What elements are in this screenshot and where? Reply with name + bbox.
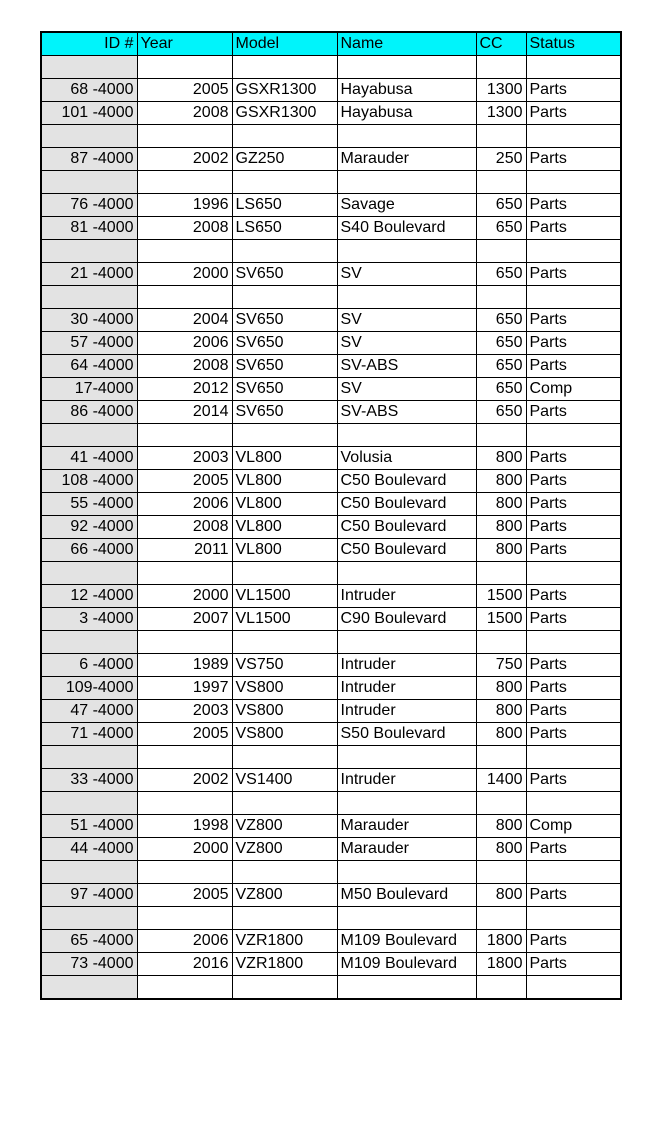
cell-year[interactable] — [137, 56, 232, 79]
cell-id[interactable] — [41, 125, 137, 148]
cell-cc[interactable]: 250 — [476, 148, 526, 171]
header-row — [41, 32, 621, 56]
cell-id[interactable] — [41, 286, 137, 309]
cell-cc[interactable] — [476, 240, 526, 263]
cell-year[interactable] — [137, 562, 232, 585]
cell-id[interactable]: 3 -4000 — [41, 608, 137, 631]
table-row — [41, 976, 621, 1000]
cell-name[interactable]: SV-ABS — [337, 401, 476, 424]
cell-status[interactable]: Parts — [526, 102, 621, 125]
cell-cc[interactable]: 800 — [476, 838, 526, 861]
cell-id[interactable]: 97 -4000 — [41, 884, 137, 907]
cell-name[interactable] — [337, 171, 476, 194]
cell-name[interactable]: Intruder — [337, 654, 476, 677]
cell-name[interactable] — [337, 792, 476, 815]
cell-id[interactable]: 12 -4000 — [41, 585, 137, 608]
cell-id[interactable]: 86 -4000 — [41, 401, 137, 424]
cell-name[interactable]: Marauder — [337, 838, 476, 861]
cell-name[interactable]: S50 Boulevard — [337, 723, 476, 746]
cell-year[interactable]: 2008 — [137, 516, 232, 539]
cell-year[interactable]: 2004 — [137, 309, 232, 332]
cell-name[interactable]: C50 Boulevard — [337, 470, 476, 493]
cell-cc[interactable]: 650 — [476, 263, 526, 286]
cell-year[interactable] — [137, 631, 232, 654]
cell-model[interactable]: SV650 — [232, 309, 337, 332]
table-row — [41, 907, 621, 930]
cell-year[interactable]: 2016 — [137, 953, 232, 976]
cell-id[interactable]: 68 -4000 — [41, 79, 137, 102]
cell-name[interactable]: Marauder — [337, 148, 476, 171]
table-row — [41, 263, 621, 286]
cell-name[interactable]: Volusia — [337, 447, 476, 470]
cell-status[interactable]: Parts — [526, 401, 621, 424]
cell-id[interactable]: 71 -4000 — [41, 723, 137, 746]
cell-name[interactable]: SV — [337, 309, 476, 332]
cell-name[interactable] — [337, 861, 476, 884]
cell-cc[interactable]: 800 — [476, 447, 526, 470]
cell-name[interactable]: M50 Boulevard — [337, 884, 476, 907]
cell-status[interactable]: Parts — [526, 217, 621, 240]
cell-name[interactable] — [337, 125, 476, 148]
cell-status[interactable] — [526, 56, 621, 79]
cell-name[interactable] — [337, 562, 476, 585]
cell-cc[interactable]: 800 — [476, 815, 526, 838]
cell-name[interactable]: SV — [337, 263, 476, 286]
cell-model[interactable]: VL800 — [232, 493, 337, 516]
cell-cc[interactable] — [476, 125, 526, 148]
table-row — [41, 723, 621, 746]
cell-year[interactable]: 1996 — [137, 194, 232, 217]
cell-cc[interactable]: 1800 — [476, 953, 526, 976]
cell-status[interactable]: Parts — [526, 447, 621, 470]
cell-name[interactable]: SV — [337, 378, 476, 401]
cell-id[interactable] — [41, 562, 137, 585]
cell-id[interactable]: 81 -4000 — [41, 217, 137, 240]
cell-year[interactable] — [137, 746, 232, 769]
cell-status[interactable]: Parts — [526, 585, 621, 608]
table-row — [41, 171, 621, 194]
cell-model[interactable] — [232, 56, 337, 79]
cell-year[interactable] — [137, 171, 232, 194]
cell-id[interactable]: 51 -4000 — [41, 815, 137, 838]
table-row — [41, 286, 621, 309]
cell-id[interactable]: 6 -4000 — [41, 654, 137, 677]
cell-year[interactable] — [137, 976, 232, 1000]
cell-status[interactable]: Comp — [526, 378, 621, 401]
cell-model[interactable] — [232, 746, 337, 769]
cell-cc[interactable]: 1800 — [476, 930, 526, 953]
cell-id[interactable]: 30 -4000 — [41, 309, 137, 332]
cell-id[interactable] — [41, 631, 137, 654]
cell-model[interactable]: SV650 — [232, 332, 337, 355]
cell-model[interactable]: VS800 — [232, 677, 337, 700]
cell-id[interactable]: 21 -4000 — [41, 263, 137, 286]
cell-name[interactable]: M109 Boulevard — [337, 930, 476, 953]
cell-status[interactable] — [526, 976, 621, 1000]
cell-year[interactable]: 2005 — [137, 884, 232, 907]
cell-model[interactable]: VZR1800 — [232, 930, 337, 953]
cell-model[interactable]: LS650 — [232, 194, 337, 217]
cell-cc[interactable]: 800 — [476, 539, 526, 562]
cell-cc[interactable] — [476, 746, 526, 769]
table-row — [41, 309, 621, 332]
cell-model[interactable] — [232, 424, 337, 447]
table-row — [41, 424, 621, 447]
table-row — [41, 148, 621, 171]
cell-model[interactable]: GSXR1300 — [232, 79, 337, 102]
table-row — [41, 838, 621, 861]
cell-cc[interactable]: 650 — [476, 332, 526, 355]
cell-name[interactable] — [337, 976, 476, 1000]
cell-id[interactable]: 73 -4000 — [41, 953, 137, 976]
cell-id[interactable]: 109-4000 — [41, 677, 137, 700]
cell-model[interactable]: VS800 — [232, 700, 337, 723]
cell-name[interactable] — [337, 286, 476, 309]
cell-id[interactable]: 92 -4000 — [41, 516, 137, 539]
cell-id[interactable] — [41, 746, 137, 769]
cell-status[interactable] — [526, 861, 621, 884]
table-row — [41, 631, 621, 654]
cell-cc[interactable] — [476, 907, 526, 930]
cell-year[interactable]: 2005 — [137, 79, 232, 102]
cell-year[interactable] — [137, 286, 232, 309]
cell-id[interactable]: 108 -4000 — [41, 470, 137, 493]
cell-year[interactable] — [137, 907, 232, 930]
cell-model[interactable]: VL800 — [232, 447, 337, 470]
table-row — [41, 539, 621, 562]
cell-cc[interactable]: 1300 — [476, 102, 526, 125]
cell-model[interactable]: VZ800 — [232, 838, 337, 861]
cell-id[interactable]: 64 -4000 — [41, 355, 137, 378]
cell-year[interactable] — [137, 240, 232, 263]
cell-status[interactable]: Parts — [526, 309, 621, 332]
table-row — [41, 79, 621, 102]
cell-status[interactable]: Parts — [526, 608, 621, 631]
cell-year[interactable]: 2000 — [137, 838, 232, 861]
cell-year[interactable]: 2000 — [137, 263, 232, 286]
cell-id[interactable]: 101 -4000 — [41, 102, 137, 125]
table-row — [41, 493, 621, 516]
table-row — [41, 470, 621, 493]
cell-cc[interactable]: 650 — [476, 194, 526, 217]
cell-cc[interactable] — [476, 424, 526, 447]
cell-model[interactable]: GZ250 — [232, 148, 337, 171]
table-row — [41, 102, 621, 125]
cell-cc[interactable]: 650 — [476, 217, 526, 240]
cell-cc[interactable] — [476, 861, 526, 884]
cell-id[interactable]: 47 -4000 — [41, 700, 137, 723]
cell-year[interactable]: 2008 — [137, 217, 232, 240]
cell-year[interactable] — [137, 424, 232, 447]
cell-model[interactable] — [232, 976, 337, 1000]
cell-id[interactable]: 44 -4000 — [41, 838, 137, 861]
cell-model[interactable] — [232, 792, 337, 815]
table-row — [41, 792, 621, 815]
table-body — [41, 56, 621, 1000]
cell-status[interactable]: Parts — [526, 700, 621, 723]
cell-status[interactable]: Parts — [526, 723, 621, 746]
cell-name[interactable]: Intruder — [337, 677, 476, 700]
cell-model[interactable]: VZ800 — [232, 815, 337, 838]
cell-year[interactable]: 2002 — [137, 148, 232, 171]
table-row — [41, 217, 621, 240]
cell-id[interactable] — [41, 56, 137, 79]
cell-id[interactable]: 66 -4000 — [41, 539, 137, 562]
cell-cc[interactable]: 650 — [476, 401, 526, 424]
table-row — [41, 240, 621, 263]
cell-status[interactable] — [526, 424, 621, 447]
cell-model[interactable]: GSXR1300 — [232, 102, 337, 125]
cell-status[interactable] — [526, 125, 621, 148]
cell-name[interactable] — [337, 240, 476, 263]
cell-year[interactable]: 2008 — [137, 355, 232, 378]
cell-id[interactable]: 41 -4000 — [41, 447, 137, 470]
cell-id[interactable] — [41, 424, 137, 447]
cell-name[interactable] — [337, 631, 476, 654]
cell-model[interactable] — [232, 171, 337, 194]
cell-name[interactable]: C90 Boulevard — [337, 608, 476, 631]
cell-model[interactable]: VL1500 — [232, 585, 337, 608]
cell-model[interactable] — [232, 631, 337, 654]
cell-cc[interactable] — [476, 792, 526, 815]
cell-cc[interactable]: 800 — [476, 884, 526, 907]
cell-year[interactable]: 2002 — [137, 769, 232, 792]
cell-model[interactable]: VS750 — [232, 654, 337, 677]
header-name: Name — [337, 32, 476, 56]
table-row — [41, 585, 621, 608]
cell-name[interactable]: Hayabusa — [337, 79, 476, 102]
cell-status[interactable]: Comp — [526, 815, 621, 838]
cell-name[interactable]: M109 Boulevard — [337, 953, 476, 976]
cell-status[interactable]: Parts — [526, 332, 621, 355]
cell-name[interactable]: C50 Boulevard — [337, 516, 476, 539]
cell-status[interactable]: Parts — [526, 677, 621, 700]
cell-name[interactable] — [337, 907, 476, 930]
cell-year[interactable]: 1998 — [137, 815, 232, 838]
cell-year[interactable]: 2006 — [137, 930, 232, 953]
cell-status[interactable] — [526, 562, 621, 585]
table-row — [41, 930, 621, 953]
cell-year[interactable]: 2003 — [137, 447, 232, 470]
cell-cc[interactable]: 800 — [476, 700, 526, 723]
cell-cc[interactable]: 1500 — [476, 608, 526, 631]
cell-status[interactable]: Parts — [526, 884, 621, 907]
table-row — [41, 401, 621, 424]
table-row — [41, 562, 621, 585]
cell-id[interactable] — [41, 171, 137, 194]
cell-year[interactable] — [137, 125, 232, 148]
cell-model[interactable]: VL800 — [232, 539, 337, 562]
table-row — [41, 516, 621, 539]
header-id: ID # — [41, 32, 137, 56]
cell-status[interactable]: Parts — [526, 79, 621, 102]
cell-status[interactable]: Parts — [526, 838, 621, 861]
cell-id[interactable]: 76 -4000 — [41, 194, 137, 217]
table-row — [41, 769, 621, 792]
cell-status[interactable] — [526, 240, 621, 263]
cell-cc[interactable]: 1300 — [476, 79, 526, 102]
cell-model[interactable]: VL1500 — [232, 608, 337, 631]
table-row — [41, 355, 621, 378]
cell-cc[interactable]: 650 — [476, 378, 526, 401]
cell-model[interactable]: SV650 — [232, 355, 337, 378]
cell-name[interactable]: SV — [337, 332, 476, 355]
cell-name[interactable] — [337, 56, 476, 79]
cell-cc[interactable]: 800 — [476, 470, 526, 493]
cell-cc[interactable]: 800 — [476, 493, 526, 516]
table-row — [41, 56, 621, 79]
cell-name[interactable]: Intruder — [337, 585, 476, 608]
cell-year[interactable]: 2006 — [137, 493, 232, 516]
cell-year[interactable]: 2006 — [137, 332, 232, 355]
cell-model[interactable]: VS800 — [232, 723, 337, 746]
cell-model[interactable]: SV650 — [232, 401, 337, 424]
cell-status[interactable]: Parts — [526, 930, 621, 953]
cell-name[interactable]: SV-ABS — [337, 355, 476, 378]
table-row — [41, 608, 621, 631]
header-model: Model — [232, 32, 337, 56]
cell-name[interactable] — [337, 424, 476, 447]
cell-cc[interactable]: 1500 — [476, 585, 526, 608]
cell-year[interactable] — [137, 861, 232, 884]
cell-year[interactable]: 2003 — [137, 700, 232, 723]
table-row — [41, 654, 621, 677]
cell-status[interactable]: Parts — [526, 194, 621, 217]
table-row — [41, 815, 621, 838]
cell-status[interactable]: Parts — [526, 493, 621, 516]
table-row — [41, 447, 621, 470]
cell-year[interactable]: 2007 — [137, 608, 232, 631]
cell-name[interactable]: C50 Boulevard — [337, 539, 476, 562]
cell-cc[interactable] — [476, 286, 526, 309]
cell-cc[interactable]: 650 — [476, 309, 526, 332]
cell-status[interactable]: Parts — [526, 263, 621, 286]
cell-id[interactable] — [41, 907, 137, 930]
cell-status[interactable] — [526, 792, 621, 815]
table-row — [41, 861, 621, 884]
cell-model[interactable] — [232, 286, 337, 309]
cell-year[interactable]: 2014 — [137, 401, 232, 424]
cell-name[interactable]: C50 Boulevard — [337, 493, 476, 516]
inventory-table — [40, 31, 622, 1000]
cell-name[interactable]: S40 Boulevard — [337, 217, 476, 240]
cell-cc[interactable] — [476, 562, 526, 585]
cell-model[interactable] — [232, 907, 337, 930]
cell-model[interactable]: SV650 — [232, 263, 337, 286]
cell-model[interactable] — [232, 240, 337, 263]
cell-cc[interactable] — [476, 171, 526, 194]
table-row — [41, 332, 621, 355]
cell-status[interactable] — [526, 286, 621, 309]
cell-year[interactable]: 1997 — [137, 677, 232, 700]
cell-id[interactable]: 55 -4000 — [41, 493, 137, 516]
header-cc: CC — [476, 32, 526, 56]
cell-cc[interactable]: 750 — [476, 654, 526, 677]
cell-cc[interactable]: 1400 — [476, 769, 526, 792]
cell-year[interactable]: 2012 — [137, 378, 232, 401]
cell-id[interactable] — [41, 976, 137, 1000]
table-row — [41, 677, 621, 700]
cell-cc[interactable]: 800 — [476, 516, 526, 539]
header-status: Status — [526, 32, 621, 56]
cell-model[interactable]: SV650 — [232, 378, 337, 401]
cell-model[interactable]: LS650 — [232, 217, 337, 240]
cell-year[interactable]: 2000 — [137, 585, 232, 608]
table-row — [41, 953, 621, 976]
cell-id[interactable]: 65 -4000 — [41, 930, 137, 953]
cell-status[interactable] — [526, 631, 621, 654]
cell-id[interactable]: 33 -4000 — [41, 769, 137, 792]
cell-status[interactable]: Parts — [526, 516, 621, 539]
cell-status[interactable]: Parts — [526, 148, 621, 171]
cell-cc[interactable]: 650 — [476, 355, 526, 378]
cell-status[interactable]: Parts — [526, 539, 621, 562]
cell-model[interactable]: VL800 — [232, 516, 337, 539]
header-year: Year — [137, 32, 232, 56]
cell-model[interactable]: VZ800 — [232, 884, 337, 907]
cell-name[interactable] — [337, 746, 476, 769]
cell-id[interactable] — [41, 792, 137, 815]
table-row — [41, 700, 621, 723]
cell-status[interactable] — [526, 171, 621, 194]
cell-status[interactable] — [526, 907, 621, 930]
cell-status[interactable] — [526, 746, 621, 769]
table-row — [41, 884, 621, 907]
cell-id[interactable]: 17-4000 — [41, 378, 137, 401]
cell-id[interactable] — [41, 240, 137, 263]
cell-model[interactable] — [232, 125, 337, 148]
cell-status[interactable]: Parts — [526, 470, 621, 493]
cell-cc[interactable] — [476, 976, 526, 1000]
cell-year[interactable]: 1989 — [137, 654, 232, 677]
cell-model[interactable]: VZR1800 — [232, 953, 337, 976]
table-row — [41, 378, 621, 401]
cell-cc[interactable] — [476, 56, 526, 79]
cell-name[interactable]: Marauder — [337, 815, 476, 838]
cell-status[interactable]: Parts — [526, 355, 621, 378]
cell-id[interactable] — [41, 861, 137, 884]
cell-year[interactable]: 2005 — [137, 470, 232, 493]
cell-status[interactable]: Parts — [526, 769, 621, 792]
cell-year[interactable] — [137, 792, 232, 815]
cell-id[interactable]: 87 -4000 — [41, 148, 137, 171]
cell-model[interactable] — [232, 861, 337, 884]
cell-cc[interactable]: 800 — [476, 677, 526, 700]
cell-model[interactable]: VL800 — [232, 470, 337, 493]
cell-year[interactable]: 2008 — [137, 102, 232, 125]
cell-name[interactable]: Savage — [337, 194, 476, 217]
table-row — [41, 746, 621, 769]
cell-id[interactable]: 57 -4000 — [41, 332, 137, 355]
cell-name[interactable]: Intruder — [337, 769, 476, 792]
cell-status[interactable]: Parts — [526, 953, 621, 976]
table-row — [41, 125, 621, 148]
cell-model[interactable] — [232, 562, 337, 585]
cell-cc[interactable] — [476, 631, 526, 654]
cell-name[interactable]: Hayabusa — [337, 102, 476, 125]
cell-year[interactable]: 2005 — [137, 723, 232, 746]
cell-model[interactable]: VS1400 — [232, 769, 337, 792]
cell-year[interactable]: 2011 — [137, 539, 232, 562]
cell-status[interactable]: Parts — [526, 654, 621, 677]
cell-cc[interactable]: 800 — [476, 723, 526, 746]
cell-name[interactable]: Intruder — [337, 700, 476, 723]
table-row — [41, 194, 621, 217]
